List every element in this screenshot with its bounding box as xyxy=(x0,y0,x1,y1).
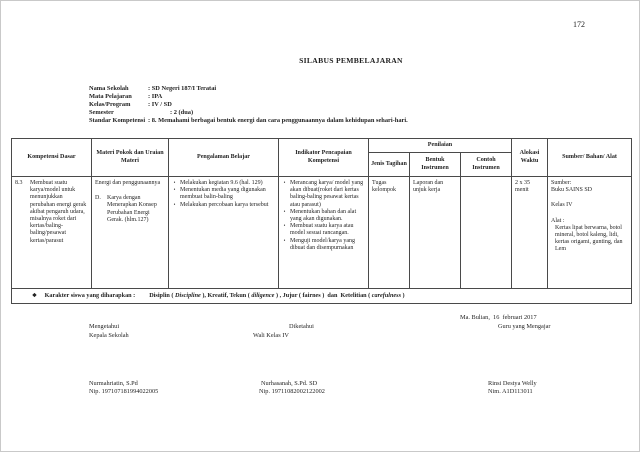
silabus-table xyxy=(11,138,632,304)
col-header-jenis-tagihan: Jenis Tagihan xyxy=(369,153,410,177)
header-label: Kelas/Program xyxy=(89,101,131,109)
bullet-icon: • xyxy=(283,224,286,230)
cell-alokasi-waktu: 2 x 35 menit xyxy=(512,177,548,289)
header-label: Nama Sekolah xyxy=(89,85,129,92)
header-row-kelas-program xyxy=(89,101,408,109)
table-row xyxy=(12,177,632,289)
cell-sumber-bahan-alat xyxy=(548,177,632,289)
col-header-pengalaman-belajar: Pengalaman Belajar xyxy=(169,139,279,177)
materi-item-text: Karya dengan Menerapkan Konsep Perubahan Energi Gerak. (hlm.127) xyxy=(107,195,157,223)
list-item: Melakukan percobaan karya tersebut xyxy=(180,201,269,208)
col-header-sumber-bahan-alat: Sumber/ Bahan/ Alat xyxy=(548,139,632,177)
cell-contoh-instrumen xyxy=(461,177,512,289)
materi-intro: Energi dan penggunaannya xyxy=(95,180,161,186)
header-row-nama-sekolah xyxy=(89,85,408,93)
list-item: Merancang karya/ model yang akan dibuat(roket dari kertas baling-baling pesawat kertas atau parasut) xyxy=(290,180,364,208)
signature-center-nip: Nip. 19711082002122002 xyxy=(259,388,325,395)
col-header-alokasi-waktu: Alokasi Waktu xyxy=(512,139,548,177)
karakter-text: ) , Jujur ( fairnes ) dan Ketelitian ( xyxy=(274,292,372,299)
karakter-text: Disiplin ( xyxy=(149,292,176,299)
signature-center-name: Nurhasanah, S.Pd. SD xyxy=(261,380,318,387)
signature-left-title: Mengetahui xyxy=(89,323,120,330)
signature-right-name: Rinsi Destya Welly xyxy=(488,380,537,387)
karakter-text-italic: Discipline xyxy=(175,292,201,299)
sumber-line: Buku SAINS SD xyxy=(551,187,593,194)
karakter-text: ) xyxy=(400,292,405,299)
karakter-text-italic: carefulness xyxy=(371,292,401,299)
list-item: Melakukan kegiatan 9.6 (hal. 129) xyxy=(180,180,263,186)
sumber-line: Kertas lipat berwarna, botol mineral, botol kaleng, lidi, kertas origami, gunting, dan Lem xyxy=(555,224,623,253)
sumber-line: Alat : xyxy=(551,217,565,224)
header-label: Mata Pelajaran xyxy=(89,93,132,101)
header-value: : IV / SD xyxy=(148,101,172,109)
col-header-penilaian: Penilaian xyxy=(369,139,512,153)
karakter-text-italic: diligence xyxy=(251,292,275,299)
kd-text: Membuat suatu karya/model untuk menunjukkan perubahan energi gerak akibat pengaruh udara, misalnya roket dari kertas/baling-baling/pesawat kertas/parasut xyxy=(30,180,87,244)
sumber-line: Sumber: xyxy=(551,180,572,186)
bullet-icon: • xyxy=(173,202,176,208)
bullet-icon: • xyxy=(173,188,176,194)
list-item: Menentukan bahan dan alat yang akan digunakan. xyxy=(290,208,357,223)
bullet-icon: • xyxy=(283,238,286,244)
col-header-materi-pokok: Materi Pokok dan Uraian Materi xyxy=(92,139,169,177)
list-item: Menguji model/karya yang dibuat dan disempurnakan xyxy=(290,237,355,251)
materi-item-marker: D. xyxy=(95,195,101,202)
signature-left-nip: Nip. 197107181994022005 xyxy=(89,388,159,395)
signature-date-line: Ma. Bulian, 16 februari 2017 xyxy=(460,314,537,321)
sumber-line: Kelas IV xyxy=(551,202,573,209)
header-row-standar-kompetensi xyxy=(89,117,408,125)
signature-center-role: Wali Kelas IV xyxy=(253,332,289,339)
karakter-text: ), Kreatif, Tekun ( xyxy=(200,292,252,299)
signature-left-role: Kepala Sekolah xyxy=(89,332,129,339)
karakter-row xyxy=(12,289,632,304)
karakter-cell xyxy=(12,289,632,304)
header-value: : 2 (dua) xyxy=(170,109,194,117)
header-value: : IPA xyxy=(148,93,163,101)
kd-number: 8.3 xyxy=(15,180,23,186)
page-number: 172 xyxy=(573,20,585,29)
col-header-kompetensi-dasar: Kompetensi Dasar xyxy=(12,139,92,177)
header-label: Standar Kompetensi xyxy=(89,117,146,125)
bullet-icon: • xyxy=(173,181,176,186)
signature-right-title: Guru yang Mengajar xyxy=(498,323,551,330)
header-label: Semester xyxy=(89,109,114,117)
cell-pengalaman-belajar xyxy=(169,177,279,289)
header-row-mata-pelajaran xyxy=(89,93,408,101)
header-value: : 8. Memahami berbagai bentuk energi dan cara penggunaannya dalam kehidupan sehari-hari. xyxy=(148,117,408,125)
col-header-indikator: Indikator Pencapaian Kompetensi xyxy=(279,139,369,177)
cell-materi-pokok xyxy=(92,177,169,289)
bullet-icon: • xyxy=(283,181,286,186)
signature-center-title: Diketahui xyxy=(289,323,314,330)
header-row-semester xyxy=(89,109,408,117)
col-header-contoh-instrumen: Contoh Instrumen xyxy=(461,153,512,177)
cell-indikator xyxy=(279,177,369,289)
list-item: Menentukan media yang digunakan membuat balin-baling xyxy=(180,187,266,201)
diamond-bullet-icon: ❖ xyxy=(32,293,38,299)
col-header-bentuk-instrumen: Bentuk Instrumen xyxy=(410,153,461,177)
header-value: : SD Negeri 187/I Teratai xyxy=(148,85,217,92)
signature-right-nim: Nim. A1D113011 xyxy=(488,388,533,395)
cell-kompetensi-dasar xyxy=(12,177,92,289)
header-info xyxy=(89,85,408,125)
bullet-icon: • xyxy=(283,209,286,215)
cell-jenis-tagihan: Tugas kelompok xyxy=(369,177,410,289)
list-item: Membuat suatu karya atau model sesuai rancangan. xyxy=(290,223,354,237)
karakter-label: Karakter siswa yang diharapkan : xyxy=(44,292,136,299)
signature-left-name: Nurmahriatin, S.Pd xyxy=(89,380,138,387)
cell-bentuk-instrumen: Laporan dan unjuk kerja xyxy=(410,177,461,289)
document-title: SILABUS PEMBELAJARAN xyxy=(299,56,403,65)
